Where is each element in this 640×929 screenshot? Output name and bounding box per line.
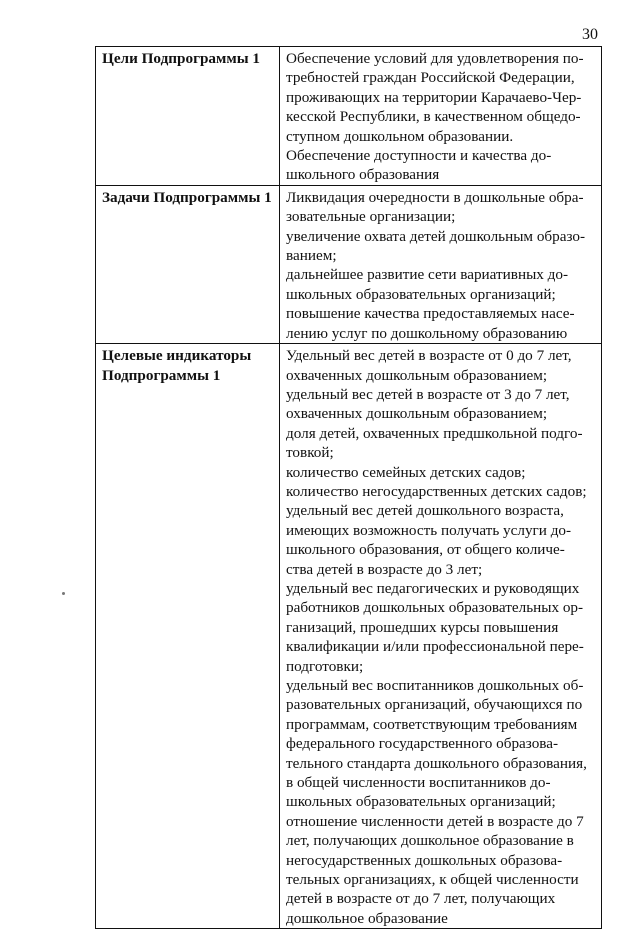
indicators-line: негосударственных дошкольных образова- bbox=[286, 851, 563, 869]
indicators-line: дошкольное образование bbox=[286, 909, 448, 927]
indicators-line: доля детей, охваченных предшкольной подго- bbox=[286, 424, 583, 442]
indicators-line: товкой; bbox=[286, 444, 334, 462]
tasks-line: дальнейшее развитие сети вариативных до- bbox=[286, 266, 569, 284]
scan-speck bbox=[62, 592, 65, 595]
indicators-line: отношение численности детей в возрасте до 7 bbox=[286, 812, 584, 830]
tasks-line: ванием; bbox=[286, 247, 337, 265]
indicators-line: имеющих возможность получать услуги до- bbox=[286, 521, 572, 539]
indicators-line: удельный вес педагогических и руководящих bbox=[286, 579, 580, 597]
indicators-line: детей в возрасте от до 7 лет, получающих bbox=[286, 890, 556, 908]
table-row-tasks bbox=[96, 185, 602, 343]
goals-label-cell bbox=[96, 47, 280, 186]
tasks-label: Задачи Подпрограммы 1 bbox=[102, 188, 272, 206]
indicators-label-line: Подпрограммы 1 bbox=[102, 366, 221, 384]
indicators-value-cell bbox=[280, 344, 602, 929]
goals-line: требностей граждан Российской Федерации, bbox=[286, 69, 575, 87]
indicators-line: удельный вес детей в возрасте от 3 до 7 лет, bbox=[286, 385, 570, 403]
tasks-value-cell bbox=[280, 185, 602, 343]
indicators-line: в общей численности воспитанников до- bbox=[286, 774, 551, 792]
indicators-line: школьных образовательных организаций; bbox=[286, 793, 556, 811]
tasks-line: зовательные организации; bbox=[286, 208, 456, 226]
table-row-indicators bbox=[96, 344, 602, 929]
indicators-line: удельный вес воспитанников дошкольных об- bbox=[286, 677, 584, 694]
tasks-line: школьных образовательных организаций; bbox=[286, 285, 556, 303]
indicators-line: федерального государственного образова- bbox=[286, 735, 559, 753]
indicators-line: Удельный вес детей в возрасте от 0 до 7 лет, bbox=[286, 347, 572, 365]
indicators-line: охваченных дошкольным образованием; bbox=[286, 405, 548, 423]
tasks-line: увеличение охвата детей дошкольным образо- bbox=[286, 227, 586, 245]
page-number: 30 bbox=[582, 26, 598, 43]
indicators-line: охваченных дошкольным образованием; bbox=[286, 366, 548, 384]
indicators-line: лет, получающих дошкольное образование в bbox=[286, 832, 574, 850]
indicators-line: тельного стандарта дошкольного образования, bbox=[286, 754, 587, 772]
indicators-line: количество семейных детских садов; bbox=[286, 463, 526, 481]
indicators-line: ства детей в возрасте до 3 лет; bbox=[286, 560, 483, 578]
indicators-line: программам, соответствующим требованиям bbox=[286, 715, 578, 733]
goals-label: Цели Подпрограммы 1 bbox=[102, 50, 260, 67]
goals-line: Обеспечение доступности и качества до- bbox=[286, 147, 552, 165]
indicators-line: ганизаций, прошедших курсы повышения bbox=[286, 618, 559, 636]
indicators-line: квалификации и/или профессиональной пере- bbox=[286, 638, 584, 656]
indicators-label-line: Целевые индикаторы bbox=[102, 347, 252, 365]
indicators-line: подготовки; bbox=[286, 657, 364, 675]
tasks-line: лению услуг по дошкольному образованию bbox=[286, 324, 568, 342]
goals-line: школьного образования bbox=[286, 166, 440, 184]
indicators-line: количество негосударственных детских садов; bbox=[286, 482, 587, 500]
tasks-label-cell bbox=[96, 185, 280, 343]
table-row-goals bbox=[96, 47, 602, 186]
subprogram-passport-table bbox=[95, 46, 602, 929]
indicators-line: работников дошкольных образовательных ор- bbox=[286, 599, 584, 617]
indicators-line: школьного образования, от общего количе- bbox=[286, 541, 565, 559]
goals-line: ступном дошкольном образовании. bbox=[286, 127, 514, 145]
indicators-line: удельный вес детей дошкольного возраста, bbox=[286, 502, 564, 520]
indicators-label-cell bbox=[96, 344, 280, 929]
goals-line: кесской Республики, в качественном общедо- bbox=[286, 108, 581, 126]
goals-line: проживающих на территории Карачаево-Чер- bbox=[286, 88, 582, 106]
tasks-line: Ликвидация очередности в дошкольные обра- bbox=[286, 188, 584, 206]
indicators-line: тельных организациях, к общей численности bbox=[286, 871, 579, 889]
goals-value-cell bbox=[280, 47, 602, 186]
tasks-line: повышение качества предоставляемых насе- bbox=[286, 305, 575, 323]
indicators-line: разовательных организаций, обучающихся по bbox=[286, 696, 583, 714]
goals-line: Обеспечение условий для удовлетворения по- bbox=[286, 50, 584, 67]
